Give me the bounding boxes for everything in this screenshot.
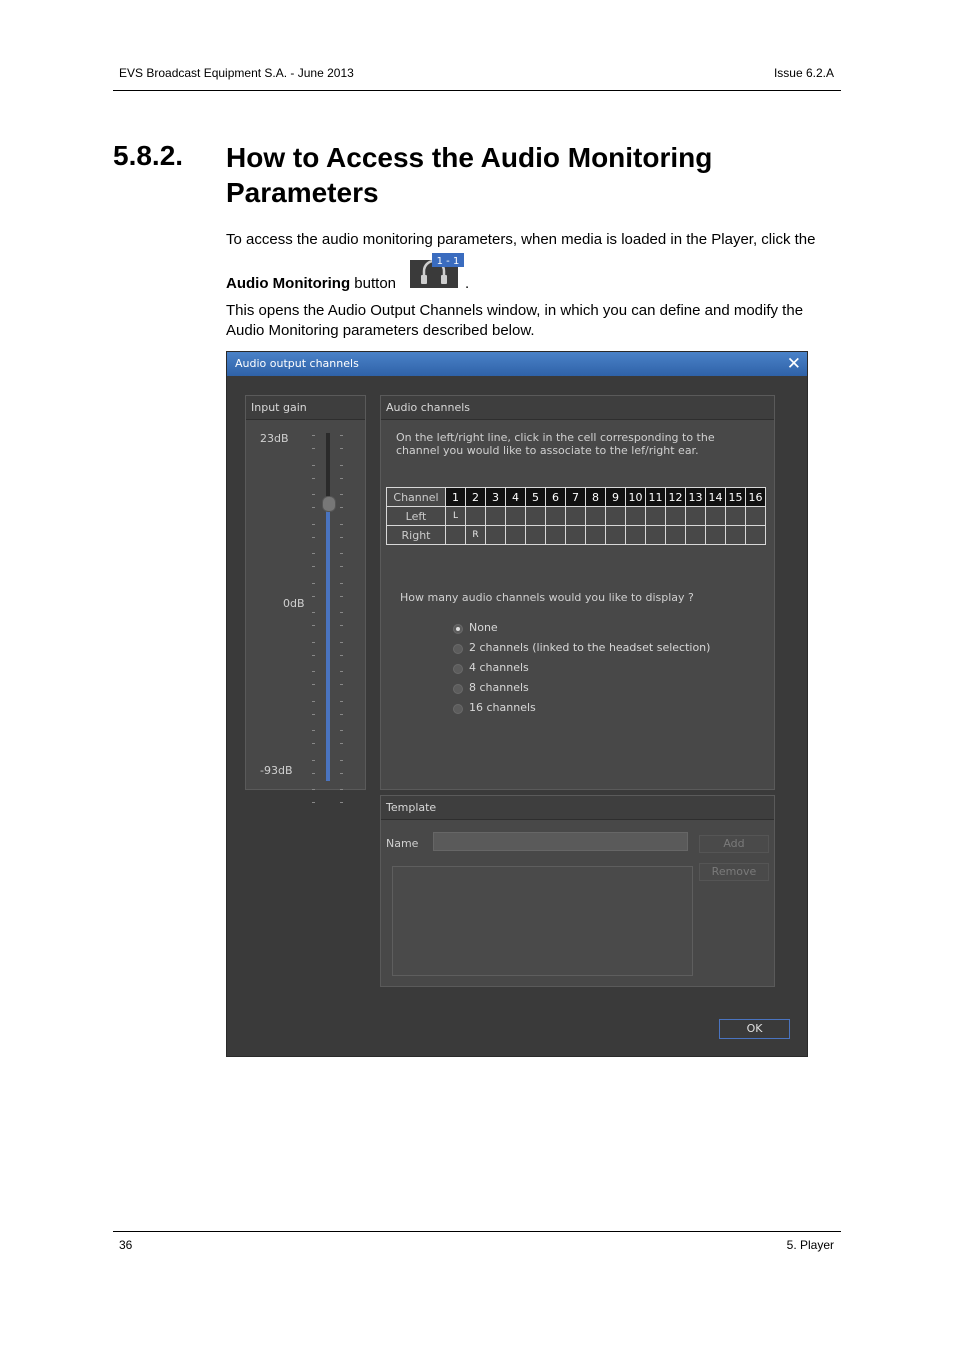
gain-tick (312, 684, 315, 685)
chapter-label: 5. Player (786, 1238, 834, 1252)
left-channel-cell[interactable] (626, 507, 646, 526)
channel-number: 9 (606, 488, 626, 507)
channel-number: 5 (526, 488, 546, 507)
gain-tick (340, 773, 343, 774)
gain-tick (340, 583, 343, 584)
right-channel-cell[interactable] (666, 526, 686, 545)
header-left: EVS Broadcast Equipment S.A. - June 2013 (119, 66, 354, 80)
gain-tick (340, 478, 343, 479)
input-gain-header (246, 396, 365, 420)
channel-table (386, 487, 766, 545)
channel-number: 13 (686, 488, 706, 507)
left-channel-cell[interactable] (486, 507, 506, 526)
gain-tick (340, 596, 343, 597)
gain-tick (340, 701, 343, 702)
intro-para2: This opens the Audio Output Channels window, in which you can define and modify the Audio Monitoring parameters described below. (226, 302, 804, 339)
right-channel-cell[interactable] (726, 526, 746, 545)
left-channel-cell[interactable] (666, 507, 686, 526)
left-channel-cell[interactable] (606, 507, 626, 526)
gain-tick (340, 714, 343, 715)
left-channel-cell[interactable] (746, 507, 766, 526)
channel-number: 6 (546, 488, 566, 507)
gain-tick (340, 507, 343, 508)
gain-tick (340, 730, 343, 731)
right-channel-cell[interactable] (746, 526, 766, 545)
remove-button[interactable]: Remove (699, 863, 769, 881)
channel-number: 15 (726, 488, 746, 507)
left-channel-cell[interactable] (646, 507, 666, 526)
channel-count-question: How many audio channels would you like to display ? (400, 591, 694, 604)
option-4-channels-label: 4 channels (469, 661, 529, 674)
left-channel-cell[interactable] (586, 507, 606, 526)
left-channel-cell[interactable] (706, 507, 726, 526)
gain-tick (312, 435, 315, 436)
intro-period: . (465, 275, 470, 292)
gain-tick (312, 730, 315, 731)
gain-tick (312, 714, 315, 715)
template-title: Template (386, 801, 437, 814)
right-channel-cell[interactable] (706, 526, 726, 545)
section-number: 5.8.2. (113, 140, 184, 171)
gain-tick (312, 507, 315, 508)
template-list[interactable] (392, 866, 693, 976)
footer-rule (113, 1231, 841, 1232)
left-channel-cell[interactable]: L (446, 507, 466, 526)
gain-tick (312, 655, 315, 656)
gain-tick (340, 642, 343, 643)
option-none-label: None (469, 621, 498, 634)
gain-max-label: 23dB (260, 432, 289, 445)
channel-number: 16 (746, 488, 766, 507)
gain-tick (340, 612, 343, 613)
row-header-left: Left (387, 507, 446, 526)
audio-channels-panel (380, 395, 775, 790)
radio-2-channels[interactable] (453, 644, 463, 654)
channel-number: 4 (506, 488, 526, 507)
gain-tick (312, 642, 315, 643)
channel-number: 12 (666, 488, 686, 507)
row-header-right: Right (387, 526, 446, 545)
gain-tick (312, 612, 315, 613)
gain-slider-handle[interactable] (322, 496, 336, 512)
gain-min-label: -93dB (260, 764, 293, 777)
left-channel-cell[interactable] (686, 507, 706, 526)
intro-line2 (226, 274, 846, 294)
left-row (387, 507, 766, 526)
option-8-channels-label: 8 channels (469, 681, 529, 694)
gain-slider-fill (326, 506, 330, 781)
radio-16-channels[interactable] (453, 704, 463, 714)
right-channel-cell[interactable] (566, 526, 586, 545)
gain-tick (312, 494, 315, 495)
template-header (381, 796, 774, 820)
gain-tick (312, 478, 315, 479)
option-16-channels-label: 16 channels (469, 701, 536, 714)
gain-tick (340, 625, 343, 626)
header-rule (113, 90, 841, 91)
channel-number: 11 (646, 488, 666, 507)
right-channel-cell[interactable] (646, 526, 666, 545)
channel-instructions: On the left/right line, click in the cell corresponding to the channel you would like to associate to the lef/right ear. (396, 431, 715, 457)
right-channel-cell[interactable] (686, 526, 706, 545)
dialog-title: Audio output channels (235, 357, 359, 370)
left-channel-cell[interactable] (466, 507, 486, 526)
radio-8-channels[interactable] (453, 684, 463, 694)
gain-tick (312, 773, 315, 774)
gain-tick (340, 494, 343, 495)
gain-tick (340, 465, 343, 466)
gain-tick (312, 760, 315, 761)
dialog-title-bar (227, 352, 807, 376)
channel-row (387, 488, 766, 507)
audio-channels-header (381, 396, 774, 420)
close-icon[interactable]: ✕ (786, 354, 801, 374)
channel-number: 1 (446, 488, 466, 507)
audio-monitoring-button-icon (410, 253, 466, 289)
right-row (387, 526, 766, 545)
gain-tick (312, 537, 315, 538)
channel-number: 2 (466, 488, 486, 507)
radio-none[interactable] (453, 624, 463, 634)
channel-number: 7 (566, 488, 586, 507)
gain-tick (312, 448, 315, 449)
page-number: 36 (119, 1238, 133, 1252)
gain-tick (340, 524, 343, 525)
input-gain-panel (245, 395, 366, 790)
channel-number: 10 (626, 488, 646, 507)
gain-tick (340, 553, 343, 554)
gain-tick (312, 743, 315, 744)
gain-tick (340, 684, 343, 685)
audio-monitoring-bold: Audio Monitoring (226, 275, 351, 292)
right-channel-cell[interactable] (446, 526, 466, 545)
ok-button[interactable]: OK (719, 1019, 790, 1039)
gain-tick (340, 448, 343, 449)
gain-tick (312, 789, 315, 790)
right-channel-cell[interactable]: R (466, 526, 486, 545)
right-channel-cell[interactable] (606, 526, 626, 545)
gain-tick (340, 655, 343, 656)
gain-tick (340, 566, 343, 567)
gain-tick (312, 524, 315, 525)
left-channel-cell[interactable] (546, 507, 566, 526)
header-right: Issue 6.2.A (773, 66, 834, 80)
gain-tick (312, 596, 315, 597)
radio-4-channels[interactable] (453, 664, 463, 674)
gain-mid-label: 0dB (283, 597, 305, 610)
gain-tick (312, 671, 315, 672)
right-channel-cell[interactable] (546, 526, 566, 545)
gain-tick (340, 802, 343, 803)
gain-tick (312, 465, 315, 466)
right-channel-cell[interactable] (626, 526, 646, 545)
left-channel-cell[interactable] (526, 507, 546, 526)
channel-number: 14 (706, 488, 726, 507)
gain-tick (312, 583, 315, 584)
template-panel (380, 795, 775, 987)
gain-tick (340, 743, 343, 744)
template-name-label: Name (386, 837, 419, 850)
gain-tick (340, 760, 343, 761)
icon-badge: 1 - 1 (436, 256, 460, 267)
gain-tick (312, 566, 315, 567)
template-name-input[interactable] (433, 832, 688, 851)
input-gain-title: Input gain (251, 401, 307, 414)
audio-output-channels-dialog (226, 351, 808, 1057)
button-word: button (350, 275, 397, 292)
channel-number: 8 (586, 488, 606, 507)
gain-tick (340, 537, 343, 538)
row-header-channel: Channel (387, 488, 446, 507)
right-channel-cell[interactable] (486, 526, 506, 545)
intro-line1: To access the audio monitoring parameters, when media is loaded in the Player, click the (226, 231, 816, 248)
gain-tick (312, 625, 315, 626)
gain-tick (340, 671, 343, 672)
gain-tick (340, 435, 343, 436)
option-2-channels-label: 2 channels (linked to the headset selection) (469, 641, 711, 654)
add-button[interactable]: Add (699, 835, 769, 853)
left-channel-cell[interactable] (506, 507, 526, 526)
audio-channels-title: Audio channels (386, 401, 471, 414)
gain-tick (312, 802, 315, 803)
gain-tick (340, 789, 343, 790)
right-channel-cell[interactable] (586, 526, 606, 545)
right-channel-cell[interactable] (506, 526, 526, 545)
gain-tick (312, 553, 315, 554)
left-channel-cell[interactable] (726, 507, 746, 526)
left-channel-cell[interactable] (566, 507, 586, 526)
section-title: How to Access the Audio Monitoring Parameters (226, 142, 713, 208)
gain-tick (312, 701, 315, 702)
channel-number: 3 (486, 488, 506, 507)
right-channel-cell[interactable] (526, 526, 546, 545)
